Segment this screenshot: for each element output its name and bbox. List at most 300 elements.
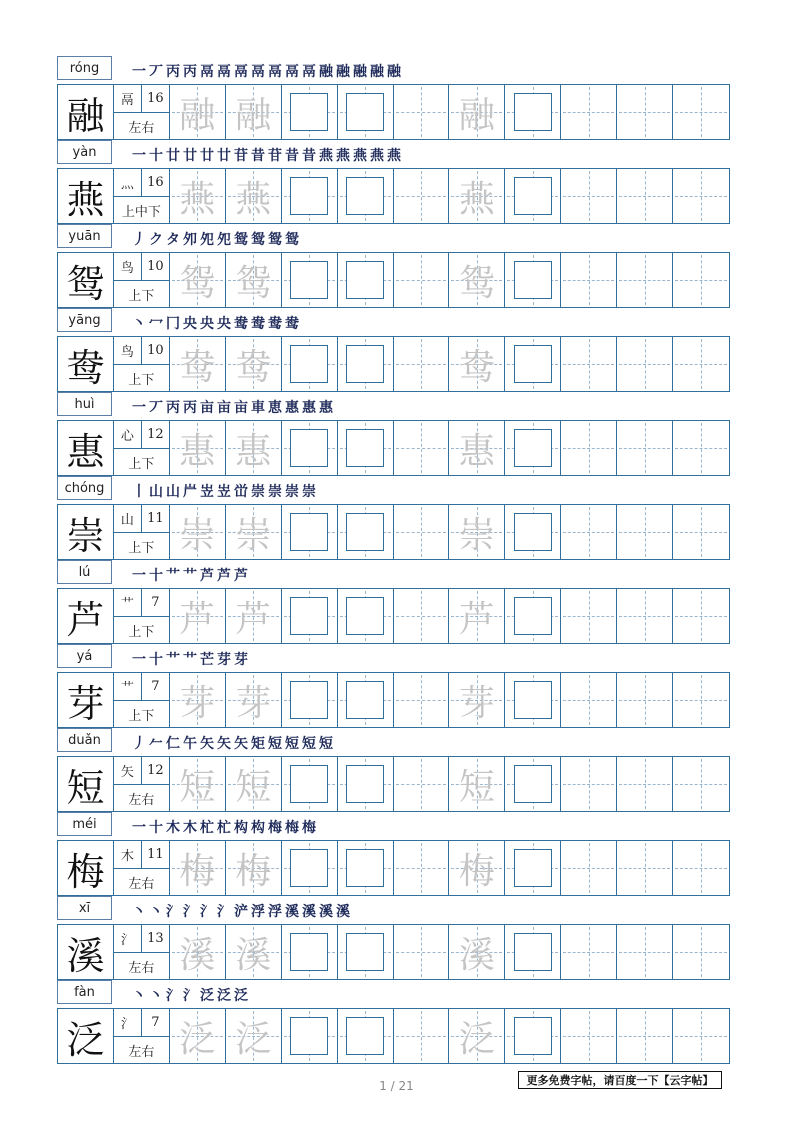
stroke-step: 梅 (268, 820, 282, 836)
trace-character: 泛 (458, 1018, 495, 1060)
stroke-order (132, 60, 401, 80)
practice-cell[interactable] (505, 925, 561, 979)
trace-character: 融 (235, 94, 272, 136)
stroke-step: 鬲 (251, 64, 265, 80)
practice-cell[interactable] (338, 673, 394, 727)
char-entry (57, 644, 730, 728)
practice-cell[interactable] (170, 337, 226, 391)
practice-cell[interactable] (170, 589, 226, 643)
stroke-order (132, 396, 333, 416)
practice-cell[interactable] (449, 505, 505, 559)
practice-cell[interactable] (449, 1009, 505, 1063)
trace-character: 鸯 (235, 346, 272, 388)
radical: 艹 (114, 589, 142, 617)
inner-writing-box (346, 681, 384, 719)
practice-grid (57, 588, 730, 644)
practice-cell[interactable] (673, 925, 729, 979)
stroke-step: 鸯 (234, 316, 248, 332)
practice-cell[interactable] (449, 85, 505, 139)
practice-grid (57, 84, 730, 140)
practice-cell[interactable] (449, 337, 505, 391)
char-entry (57, 728, 730, 812)
practice-cell[interactable] (226, 757, 282, 811)
practice-cell[interactable] (338, 925, 394, 979)
practice-cell[interactable] (282, 85, 338, 139)
stroke-order (132, 900, 350, 920)
pinyin-label: chóng (57, 476, 112, 500)
practice-cell[interactable] (282, 421, 338, 475)
practice-cell[interactable] (561, 589, 617, 643)
practice-cell[interactable] (505, 337, 561, 391)
inner-writing-box (514, 345, 552, 383)
stroke-step: 氵 (166, 904, 180, 920)
stroke-step: 昔 (251, 148, 265, 164)
practice-cell[interactable] (170, 85, 226, 139)
trace-character: 梅 (458, 850, 495, 892)
practice-cell[interactable] (561, 1009, 617, 1063)
stroke-order (132, 732, 333, 752)
inner-writing-box (346, 429, 384, 467)
stroke-step: 十 (149, 820, 163, 836)
practice-cell[interactable] (561, 421, 617, 475)
stroke-step: 冂 (166, 316, 180, 332)
inner-writing-box (346, 345, 384, 383)
model-character: 梅 (58, 841, 114, 895)
stroke-step: 浮 (268, 904, 282, 920)
practice-cell[interactable] (394, 589, 450, 643)
stroke-step: 泛 (234, 988, 248, 1004)
practice-cell[interactable] (394, 841, 450, 895)
stroke-order (132, 564, 248, 584)
practice-cell[interactable] (394, 505, 450, 559)
inner-writing-box (346, 1017, 384, 1055)
practice-cell[interactable] (561, 505, 617, 559)
practice-cell[interactable] (561, 169, 617, 223)
practice-cell[interactable] (394, 169, 450, 223)
practice-cell[interactable] (282, 589, 338, 643)
stroke-count: 7 (142, 673, 169, 701)
model-character: 鸯 (58, 337, 114, 391)
practice-cell[interactable] (617, 841, 673, 895)
structure-label: 上下 (128, 708, 155, 724)
pinyin-row (57, 812, 730, 837)
trace-character: 燕 (458, 178, 495, 220)
model-character: 芽 (58, 673, 114, 727)
stroke-step: 短 (285, 736, 299, 752)
structure-label: 上下 (128, 372, 155, 388)
practice-cell[interactable] (394, 421, 450, 475)
stroke-step: 鸳 (251, 232, 265, 248)
trace-character: 燕 (179, 178, 216, 220)
practice-cell[interactable] (449, 673, 505, 727)
practice-cell[interactable] (226, 253, 282, 307)
stroke-step: 燕 (387, 148, 401, 164)
inner-writing-box (290, 261, 328, 299)
char-entry (57, 308, 730, 392)
char-entry (57, 896, 730, 980)
practice-cell[interactable] (170, 673, 226, 727)
practice-cell[interactable] (394, 85, 450, 139)
stroke-step: 鬲 (302, 64, 316, 80)
stroke-step: 短 (268, 736, 282, 752)
stroke-order (132, 228, 299, 248)
practice-cell[interactable] (617, 589, 673, 643)
stroke-step: 廿 (217, 148, 231, 164)
trace-character: 芦 (235, 598, 272, 640)
practice-cell[interactable] (282, 337, 338, 391)
stroke-step: 芽 (234, 652, 248, 668)
practice-cell[interactable] (226, 841, 282, 895)
practice-cell[interactable] (617, 505, 673, 559)
pinyin-row (57, 896, 730, 921)
char-info (114, 1009, 170, 1063)
inner-writing-box (290, 849, 328, 887)
pinyin-label: duǎn (57, 728, 112, 752)
inner-writing-box (514, 765, 552, 803)
practice-cell[interactable] (226, 1009, 282, 1063)
practice-cell[interactable] (617, 925, 673, 979)
trace-character: 溪 (235, 934, 272, 976)
practice-cell[interactable] (282, 925, 338, 979)
practice-cell[interactable] (561, 841, 617, 895)
stroke-step: 仁 (166, 736, 180, 752)
radical: 鸟 (114, 253, 142, 281)
pinyin-label: huì (57, 392, 112, 416)
pinyin-row (57, 980, 730, 1005)
stroke-step: 融 (370, 64, 384, 80)
stroke-step: 短 (302, 736, 316, 752)
practice-cell[interactable] (226, 85, 282, 139)
practice-cell[interactable] (505, 757, 561, 811)
practice-cell[interactable] (617, 421, 673, 475)
practice-cell[interactable] (338, 169, 394, 223)
structure-label: 上中下 (121, 204, 161, 220)
trace-character: 惠 (235, 430, 272, 472)
stroke-step: 鸳 (285, 232, 299, 248)
practice-cell[interactable] (338, 757, 394, 811)
pinyin-row (57, 728, 730, 753)
stroke-step: 芒 (200, 652, 214, 668)
stroke-step: 丶 (132, 988, 146, 1004)
stroke-step: 惠 (319, 400, 333, 416)
stroke-step: 艹 (166, 568, 180, 584)
char-info (114, 169, 170, 223)
practice-cell[interactable] (338, 589, 394, 643)
stroke-step: 亩 (217, 400, 231, 416)
stroke-step: 夘 (183, 232, 197, 248)
practice-cell[interactable] (282, 841, 338, 895)
practice-cell[interactable] (282, 169, 338, 223)
practice-cell[interactable] (449, 421, 505, 475)
practice-grid (57, 336, 730, 392)
practice-cell[interactable] (394, 253, 450, 307)
stroke-step: 午 (183, 736, 197, 752)
stroke-step: 岦 (217, 484, 231, 500)
practice-grid (57, 1008, 730, 1064)
practice-cell[interactable] (170, 757, 226, 811)
trace-character: 溪 (458, 934, 495, 976)
practice-grid (57, 168, 730, 224)
practice-cell[interactable] (505, 505, 561, 559)
stroke-step: 鬲 (285, 64, 299, 80)
stroke-step: 山 (149, 484, 163, 500)
practice-cell[interactable] (170, 925, 226, 979)
practice-cell[interactable] (282, 505, 338, 559)
pinyin-label: yāng (57, 308, 112, 332)
stroke-step: 惠 (302, 400, 316, 416)
stroke-step: 溪 (285, 904, 299, 920)
practice-cell[interactable] (338, 841, 394, 895)
char-info (114, 757, 170, 811)
stroke-step: 艹 (166, 652, 180, 668)
inner-writing-box (346, 93, 384, 131)
practice-cell[interactable] (673, 253, 729, 307)
trace-character: 芦 (458, 598, 495, 640)
inner-writing-box (346, 765, 384, 803)
practice-cell[interactable] (505, 253, 561, 307)
practice-cell[interactable] (226, 421, 282, 475)
stroke-step: 浐 (234, 904, 248, 920)
stroke-step: 十 (149, 568, 163, 584)
stroke-step: 鸳 (234, 232, 248, 248)
practice-cell[interactable] (617, 85, 673, 139)
practice-cell[interactable] (170, 841, 226, 895)
trace-character: 鸳 (458, 262, 495, 304)
practice-grid (57, 252, 730, 308)
practice-cell[interactable] (673, 589, 729, 643)
trace-character: 芦 (179, 598, 216, 640)
stroke-step: 央 (200, 316, 214, 332)
stroke-step: 廿 (200, 148, 214, 164)
practice-cell[interactable] (449, 925, 505, 979)
stroke-step: 鬲 (234, 64, 248, 80)
stroke-step: 芦 (234, 568, 248, 584)
practice-cell[interactable] (561, 925, 617, 979)
char-info (114, 673, 170, 727)
radical: 木 (114, 841, 142, 869)
stroke-step: 燕 (370, 148, 384, 164)
practice-cell[interactable] (170, 169, 226, 223)
practice-cell[interactable] (226, 337, 282, 391)
stroke-step: 丙 (166, 64, 180, 80)
stroke-step: 梅 (302, 820, 316, 836)
practice-cell[interactable] (449, 757, 505, 811)
stroke-step: 一 (132, 820, 146, 836)
stroke-step: 亩 (234, 400, 248, 416)
model-character: 燕 (58, 169, 114, 223)
stroke-step: 央 (217, 316, 231, 332)
practice-cell[interactable] (170, 505, 226, 559)
practice-cell[interactable] (282, 253, 338, 307)
practice-cell[interactable] (561, 337, 617, 391)
stroke-step: 融 (387, 64, 401, 80)
stroke-order (132, 984, 248, 1004)
practice-cell[interactable] (673, 673, 729, 727)
practice-cell[interactable] (170, 253, 226, 307)
stroke-step: 岦 (200, 484, 214, 500)
stroke-step: 丙 (183, 400, 197, 416)
practice-cell[interactable] (338, 421, 394, 475)
page-number: 1 / 21 (379, 1079, 414, 1093)
trace-character: 梅 (179, 850, 216, 892)
practice-cell[interactable] (673, 421, 729, 475)
model-character: 崇 (58, 505, 114, 559)
stroke-step: タ (166, 232, 180, 248)
stroke-step: 廿 (183, 148, 197, 164)
stroke-step: 丶 (149, 904, 163, 920)
structure-label: 左右 (128, 792, 155, 808)
practice-cell[interactable] (561, 757, 617, 811)
practice-cell[interactable] (617, 337, 673, 391)
practice-cell[interactable] (673, 85, 729, 139)
radical: 氵 (114, 1009, 142, 1037)
practice-cell[interactable] (673, 1009, 729, 1063)
practice-cell[interactable] (394, 337, 450, 391)
trace-character: 泛 (235, 1018, 272, 1060)
model-character: 短 (58, 757, 114, 811)
practice-cell[interactable] (338, 1009, 394, 1063)
stroke-step: 夗 (200, 232, 214, 248)
stroke-step: 鸳 (268, 232, 282, 248)
practice-cell[interactable] (617, 1009, 673, 1063)
practice-cell[interactable] (449, 589, 505, 643)
practice-cell[interactable] (673, 169, 729, 223)
practice-cell[interactable] (226, 169, 282, 223)
practice-cell[interactable] (170, 421, 226, 475)
practice-cell[interactable] (505, 841, 561, 895)
practice-cell[interactable] (394, 757, 450, 811)
inner-writing-box (514, 597, 552, 635)
practice-cell[interactable] (338, 85, 394, 139)
practice-cell[interactable] (226, 589, 282, 643)
inner-writing-box (346, 177, 384, 215)
stroke-count: 7 (142, 1009, 169, 1037)
trace-character: 短 (458, 766, 495, 808)
structure-label: 上下 (128, 624, 155, 640)
stroke-step: 鬲 (268, 64, 282, 80)
practice-cell[interactable] (561, 85, 617, 139)
practice-cell[interactable] (338, 505, 394, 559)
inner-writing-box (514, 933, 552, 971)
pinyin-row (57, 560, 730, 585)
pinyin-label: yá (57, 644, 112, 668)
practice-cell[interactable] (617, 169, 673, 223)
model-character: 惠 (58, 421, 114, 475)
practice-cell[interactable] (617, 757, 673, 811)
practice-cell[interactable] (617, 673, 673, 727)
practice-cell[interactable] (673, 757, 729, 811)
stroke-step: 鬲 (200, 64, 214, 80)
trace-character: 溪 (179, 934, 216, 976)
stroke-step: 短 (319, 736, 333, 752)
stroke-step: 融 (319, 64, 333, 80)
practice-cell[interactable] (673, 505, 729, 559)
inner-writing-box (346, 513, 384, 551)
practice-cell[interactable] (282, 673, 338, 727)
practice-cell[interactable] (394, 1009, 450, 1063)
practice-cell[interactable] (449, 841, 505, 895)
practice-cell[interactable] (449, 253, 505, 307)
trace-character: 鸯 (179, 346, 216, 388)
stroke-step: 鸯 (285, 316, 299, 332)
stroke-step: 融 (353, 64, 367, 80)
practice-cell[interactable] (226, 673, 282, 727)
stroke-step: 央 (183, 316, 197, 332)
stroke-step: 廿 (166, 148, 180, 164)
trace-character: 泛 (179, 1018, 216, 1060)
practice-cell[interactable] (505, 589, 561, 643)
radical: 矢 (114, 757, 142, 785)
stroke-step: 鸯 (268, 316, 282, 332)
model-character: 溪 (58, 925, 114, 979)
practice-cell[interactable] (449, 169, 505, 223)
stroke-step: 丶 (132, 316, 146, 332)
stroke-step: ク (149, 232, 163, 248)
inner-writing-box (514, 513, 552, 551)
practice-grid (57, 504, 730, 560)
stroke-step: 一 (132, 400, 146, 416)
inner-writing-box (514, 93, 552, 131)
trace-character: 融 (179, 94, 216, 136)
practice-cell[interactable] (673, 841, 729, 895)
stroke-order (132, 480, 316, 500)
practice-cell[interactable] (226, 925, 282, 979)
structure-label: 上下 (128, 540, 155, 556)
stroke-step: 杧 (217, 820, 231, 836)
practice-cell[interactable] (282, 1009, 338, 1063)
inner-writing-box (290, 933, 328, 971)
stroke-step: 艹 (183, 652, 197, 668)
practice-cell[interactable] (226, 505, 282, 559)
stroke-count: 16 (142, 169, 169, 197)
radical: 氵 (114, 925, 142, 953)
stroke-step: 溪 (319, 904, 333, 920)
stroke-count: 11 (142, 505, 169, 533)
trace-character: 融 (458, 94, 495, 136)
pinyin-label: róng (57, 56, 112, 80)
stroke-step: 氵 (217, 904, 231, 920)
practice-cell[interactable] (394, 673, 450, 727)
stroke-count: 10 (142, 253, 169, 281)
practice-cell[interactable] (394, 925, 450, 979)
practice-cell[interactable] (505, 673, 561, 727)
stroke-order (132, 144, 401, 164)
practice-cell[interactable] (505, 1009, 561, 1063)
pinyin-row (57, 392, 730, 417)
practice-cell[interactable] (673, 337, 729, 391)
stroke-step: 一 (132, 148, 146, 164)
practice-cell[interactable] (282, 757, 338, 811)
stroke-step: 艹 (183, 568, 197, 584)
practice-cell[interactable] (338, 253, 394, 307)
practice-cell[interactable] (561, 253, 617, 307)
inner-writing-box (346, 849, 384, 887)
practice-cell[interactable] (505, 169, 561, 223)
practice-cell[interactable] (338, 337, 394, 391)
footer-ad-banner: 更多免费字帖，请百度一下【云字帖】 (518, 1071, 722, 1089)
stroke-step: 溪 (302, 904, 316, 920)
practice-cell[interactable] (505, 85, 561, 139)
stroke-step: 丨 (132, 484, 146, 500)
practice-cell[interactable] (561, 673, 617, 727)
structure-label: 左右 (128, 120, 155, 136)
practice-cell[interactable] (505, 421, 561, 475)
practice-cell[interactable] (170, 1009, 226, 1063)
stroke-count: 16 (142, 85, 169, 113)
char-entry (57, 56, 730, 140)
practice-cell[interactable] (617, 253, 673, 307)
pinyin-label: yàn (57, 140, 112, 164)
